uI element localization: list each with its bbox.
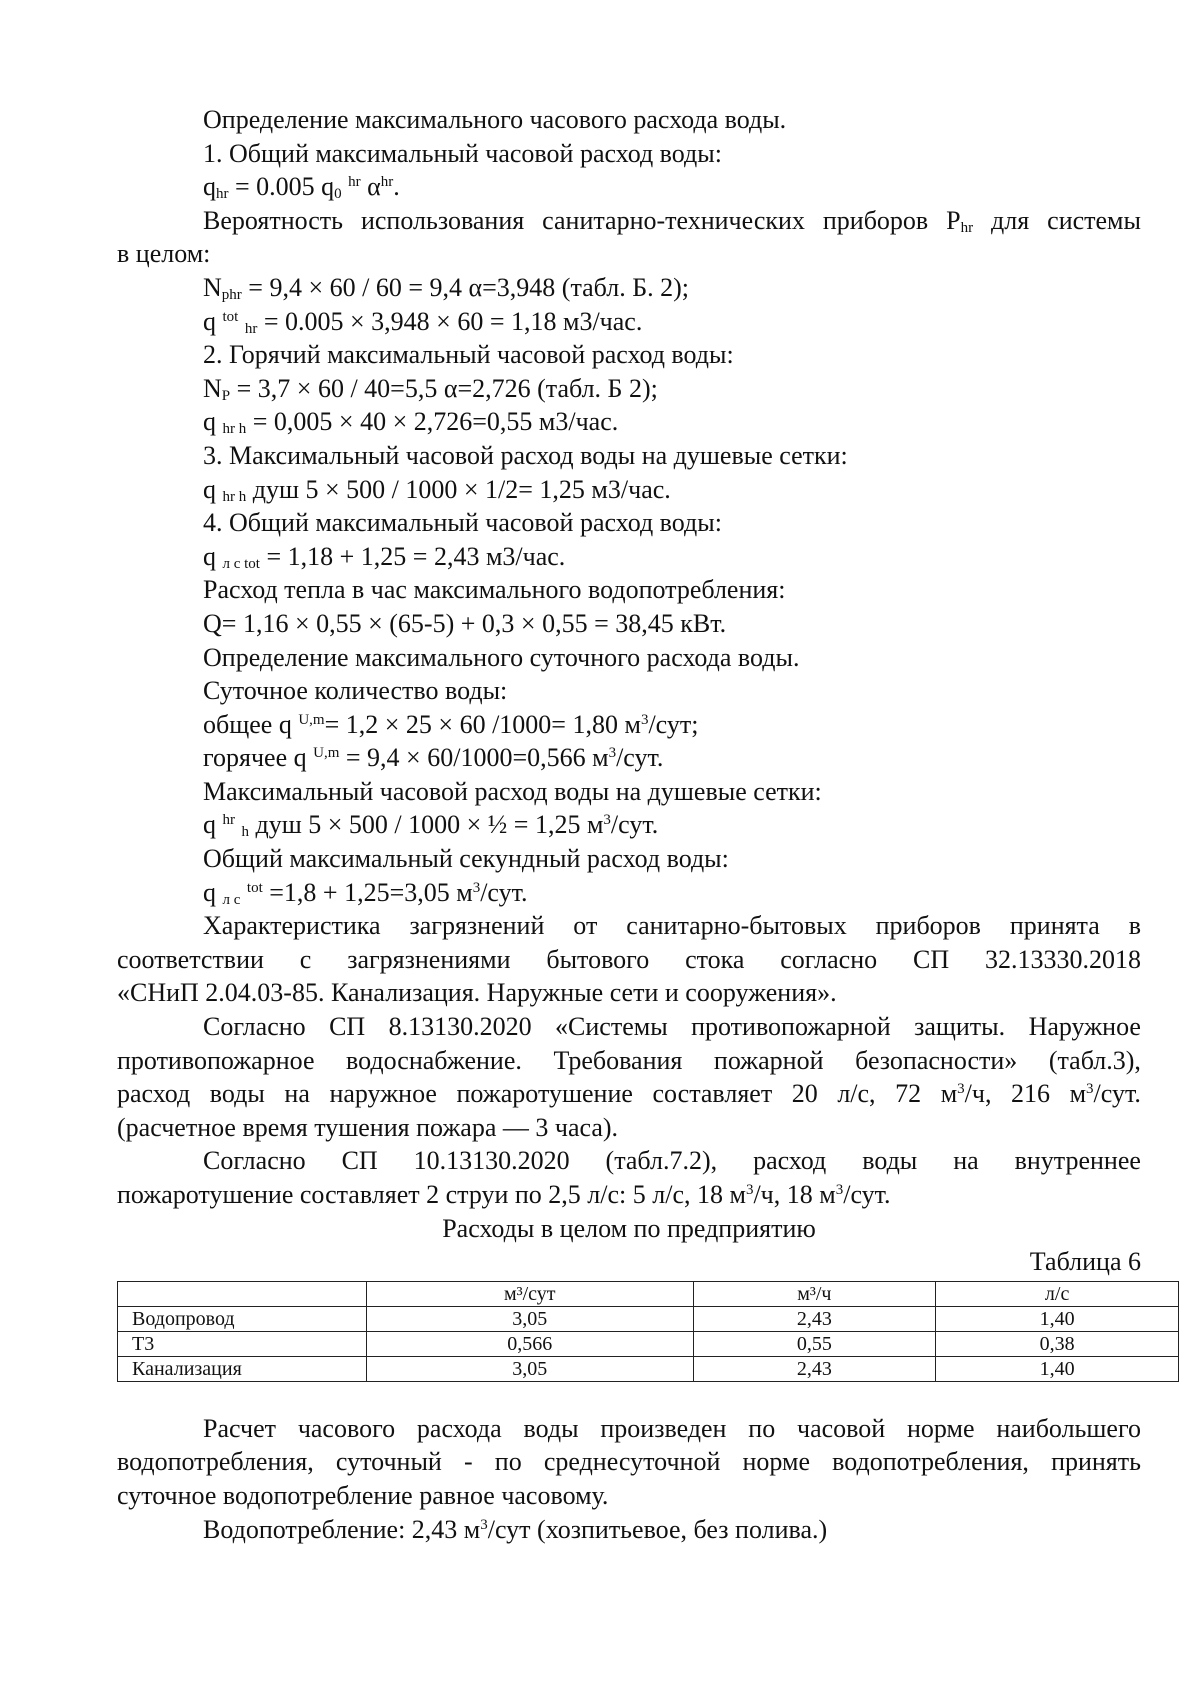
superscript: tot (246, 879, 263, 896)
table-header-cell: м³/сут (367, 1281, 694, 1306)
superscript: tot (222, 308, 239, 325)
word: приборов (822, 205, 929, 235)
table-title: Расходы в целом по предприятию (442, 1213, 816, 1243)
word: с (299, 944, 312, 974)
spacer (117, 1382, 1141, 1412)
word: воды (523, 1413, 579, 1443)
text-line (117, 909, 1141, 943)
word: для (991, 205, 1030, 235)
text-line: $q_{hr} = 0.005$ $q_0$ $^{hr}$ $\alpha^{hr}$. (203, 172, 400, 203)
word: в (1128, 911, 1141, 941)
table-header-cell: л/с (936, 1281, 1179, 1306)
subscript: h (241, 824, 249, 841)
word: $м^3/ч$, (940, 1079, 992, 1109)
table-cell: 1,40 (936, 1356, 1179, 1381)
text-line: q $^{tot}$ $_{hr}$ = 0.005 × 3,948 × 60 = 1,18 м3/час. (203, 306, 643, 337)
text-line (117, 1010, 1141, 1044)
table-label: Таблица 6 (1029, 1247, 1141, 1277)
document-body (117, 103, 1141, 1546)
text-line (117, 1445, 1141, 1479)
word: безопасности» (855, 1045, 1018, 1075)
subscript: л с tot (222, 555, 260, 572)
text-line: $N_{phr} = 9,4 \times 60 / 60 = 9,4$ α=3,948 (табл. Б. 2); (203, 272, 690, 303)
word: СП (912, 944, 950, 974)
text-line (117, 1044, 1141, 1078)
text-line: Суточное количество воды: (203, 676, 508, 706)
word: использования (360, 205, 525, 235)
table-row (118, 1356, 1179, 1381)
subscript: 0 (334, 186, 342, 203)
word: приборов (875, 911, 981, 941)
word: загрязнениями (347, 944, 511, 974)
superscript: 3 (640, 711, 649, 728)
text-line (117, 1077, 1141, 1111)
word: защиты. (914, 1012, 1006, 1042)
superscript: hr (348, 174, 361, 191)
text-line: общее q $^{U,m}$= 1,2 × 25 × 60 /1000= 1,80 $м^3$/сут; (203, 709, 699, 739)
subscript: P (221, 387, 231, 404)
word: Расчет (203, 1413, 276, 1443)
word: Характеристика (203, 911, 381, 941)
word: 10.13130.2020 (413, 1146, 570, 1176)
superscript: 3 (835, 1182, 844, 1198)
table-cell: 0,38 (936, 1331, 1179, 1356)
word: наибольшего (996, 1413, 1141, 1443)
word: 72 (895, 1079, 922, 1109)
word: Требования (553, 1045, 683, 1075)
word: санитарно-бытовых (626, 911, 847, 941)
table-header-row (118, 1281, 1179, 1306)
word: на (953, 1146, 979, 1176)
word: по (748, 1413, 776, 1443)
word: часового (297, 1413, 396, 1443)
text-line: 1. Общий максимальный часовой расход воды: (203, 138, 722, 168)
text-line: 3. Максимальный часовой расход воды на душевые сетки: (203, 440, 848, 470)
table-cell: 0,566 (367, 1331, 694, 1356)
word: - (463, 1447, 473, 1477)
table-cell: Водопровод (118, 1306, 367, 1331)
superscript: 3 (957, 1081, 965, 1098)
word: 20 (791, 1079, 818, 1109)
conclusion-text (117, 1412, 1141, 1546)
text-line: q $_{л с}$ $^{tot}$ =1,8 + 1,25=3,05 $м^3$/сут. (203, 877, 528, 908)
subscript: hr (244, 320, 258, 337)
consumption-table (117, 1281, 1179, 1382)
word: системы (1047, 205, 1141, 235)
word: СП (329, 1012, 366, 1042)
word: соответствии (117, 944, 264, 974)
word: противопожарной (691, 1012, 891, 1042)
word: расхода (416, 1413, 502, 1443)
word: водоснабжение. (346, 1045, 522, 1075)
superscript: 3 (1086, 1081, 1094, 1098)
subscript: hr (216, 186, 229, 203)
table-header-cell: м³/ч (693, 1281, 936, 1306)
word: произведен (600, 1413, 727, 1443)
subscript: hr h (222, 421, 247, 438)
table-row (118, 1306, 1179, 1331)
word: пожаротушение (456, 1079, 633, 1109)
word: норме (742, 1447, 811, 1477)
table-header-cell (118, 1281, 367, 1306)
table-cell: Т3 (118, 1331, 367, 1356)
word: СП (341, 1146, 378, 1176)
word: противопожарное (117, 1045, 315, 1075)
text-line: Максимальный часовой расход воды на душевые сетки: (203, 776, 822, 806)
text-line (117, 204, 1141, 238)
table-cell: 0,55 (693, 1331, 936, 1356)
word: Согласно (203, 1012, 306, 1042)
word: принять (1051, 1447, 1141, 1477)
text-line: Водопотребление: 2,43 $м^3$/сут (хозпитьевое, без полива.) (203, 1514, 828, 1544)
text-line: Общий максимальный секундный расход воды: (203, 844, 729, 874)
word: воды (862, 1146, 918, 1176)
word: Наружное (1028, 1012, 1141, 1042)
text-line: горячее q $^{U,m}$ = 9,4 × 60/1000=0,566 $м^3$/сут. (203, 743, 664, 773)
word: (табл.7.2), (605, 1146, 718, 1176)
text-line: q $^{hr}$ $_h$ душ 5 × 500 / 1000 × ½ = 1,25 $м^3$/сут. (203, 810, 659, 841)
superscript: hr (380, 174, 394, 191)
text-line: (расчетное время тушения пожара — 3 часа). (117, 1112, 619, 1142)
word: на (284, 1079, 310, 1109)
superscript: U,m (298, 711, 325, 728)
subscript: phr (221, 286, 242, 303)
superscript: U,m (313, 745, 340, 762)
table-cell: 2,43 (693, 1306, 936, 1331)
table-cell: 1,40 (936, 1306, 1179, 1331)
word: расход (117, 1079, 191, 1109)
superscript: 3 (472, 879, 481, 896)
text-line: пожаротушение составляет 2 струи по 2,5 л/с: 5 л/с, 18 $м^3/ч$, 18 $м^3$/сут. (117, 1180, 891, 1209)
text-line (117, 1412, 1141, 1446)
table-cell: 3,05 (367, 1306, 694, 1331)
text-line: 4. Общий максимальный часовой расход воды: (203, 508, 722, 538)
word: 32.13330.2018 (984, 944, 1141, 974)
word: 216 (1011, 1079, 1051, 1109)
superscript: 3 (608, 745, 617, 762)
word: согласно (780, 944, 878, 974)
word: составляет (652, 1079, 773, 1109)
table-cell: 3,05 (367, 1356, 694, 1381)
text-line: «СНиП 2.04.03-85. Канализация. Наружные сети и сооружения». (117, 978, 837, 1008)
subscript: hr h (222, 488, 247, 505)
table-cell: 2,43 (693, 1356, 936, 1381)
word: пожарной (713, 1045, 824, 1075)
text-line: $N_P = 3,7 \times 60 / 40=5,5$ α=2,726 (табл. Б 2); (203, 373, 658, 404)
text-line (117, 943, 1141, 977)
text-line (117, 1144, 1141, 1178)
text-line: q $_{л с tot}$ = 1,18 + 1,25 = 2,43 м3/час. (203, 541, 566, 572)
word: санитарно-технических (542, 205, 805, 235)
subscript: hr (960, 219, 974, 236)
word: бытового (546, 944, 650, 974)
word: наружное (329, 1079, 437, 1109)
text-line: q $_{hr h}$ душ 5 × 500 / 1000 × 1/2= 1,25 м3/час. (203, 474, 671, 505)
word: водопотребления, (832, 1447, 1029, 1477)
word: суточный (335, 1447, 442, 1477)
text-line: Определение максимального суточного расхода воды. (203, 642, 800, 672)
word: водопотребления, (117, 1447, 314, 1477)
text-line: q $_{hr h}$ = 0,005 × 40 × 2,726=0,55 м3/час. (203, 407, 619, 438)
text-line: суточное водопотребление равное часовому. (117, 1480, 609, 1510)
table-cell: Канализация (118, 1356, 367, 1381)
word: $P_{hr}$ (946, 205, 974, 236)
text-line: 2. Горячий максимальный часовой расход воды: (203, 340, 734, 370)
text-line: Определение максимального часового расхода воды. (203, 105, 787, 134)
table-row (118, 1331, 1179, 1356)
word: Согласно (203, 1146, 306, 1176)
word: среднесуточной (543, 1447, 721, 1477)
calculation-text (117, 103, 1141, 1212)
superscript: hr (222, 812, 235, 829)
text-line: Расход тепла в час максимального водопотребления: (203, 575, 786, 605)
word: принята (1009, 911, 1100, 941)
superscript: 3 (745, 1182, 754, 1198)
word: по (494, 1447, 522, 1477)
word: расход (753, 1146, 827, 1176)
word: внутреннее (1014, 1146, 1141, 1176)
word: $м^3$/сут. (1069, 1079, 1141, 1109)
text-line: Q= 1,16 × 0,55 × (65-5) + 0,3 × 0,55 = 38,45 кВт. (203, 608, 727, 638)
word: «Системы (555, 1012, 668, 1042)
word: стока (685, 944, 745, 974)
subscript: л с (222, 891, 241, 908)
word: часовой (797, 1413, 886, 1443)
superscript: 3 (480, 1516, 488, 1533)
word: Вероятность (203, 205, 344, 235)
word: загрязнений (409, 911, 545, 941)
word: 8.13130.2020 (388, 1012, 532, 1042)
superscript: 3 (603, 812, 611, 829)
word: воды (209, 1079, 265, 1109)
word: от (573, 911, 598, 941)
word: (табл.3), (1048, 1045, 1141, 1075)
word: л/с, (837, 1079, 876, 1109)
text-line: в целом: (117, 239, 211, 269)
word: норме (907, 1413, 975, 1443)
